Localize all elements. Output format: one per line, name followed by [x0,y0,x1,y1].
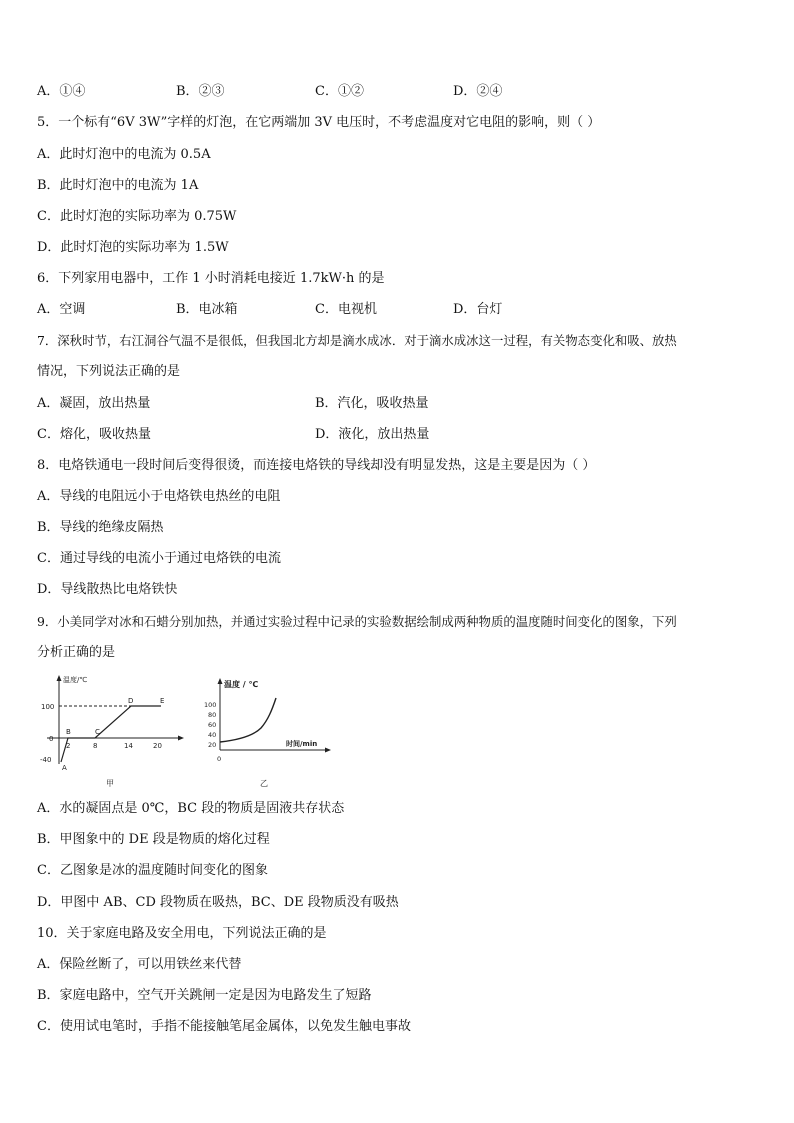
graph-jia-point-e: E [160,697,165,705]
graph-jia-xtick-8: 8 [93,742,98,750]
graph-jia-ytick-neg40: -40 [40,756,52,764]
q7-option-b: B．汽化，吸收热量 [315,396,429,411]
q7-option-d: D．液化，放出热量 [315,427,430,442]
q9-stem-line2: 分析正确的是 [37,645,116,660]
graph-yi-ytick-20: 20 [208,741,217,749]
graph-jia-point-d: D [128,697,134,705]
q8-option-b: B．导线的绝缘皮隔热 [37,520,164,535]
q5-option-a: A．此时灯泡中的电流为 0.5A [37,147,211,162]
q7-option-a: A．凝固，放出热量 [37,396,151,411]
graph-yi-ytick-40: 40 [208,731,217,739]
q10-option-c: C．使用试电笔时，手指不能接触笔尾金属体，以免发生触电事故 [37,1019,411,1034]
q9-option-d: D．甲图中 AB、CD 段物质在吸热，BC、DE 段物质没有吸热 [37,895,399,910]
graph-jia-point-c: C [95,728,100,736]
q6-option-d: D．台灯 [453,302,503,317]
graph-jia-ytick-0: 0 [49,735,54,743]
q8-stem: 8．电烙铁通电一段时间后变得很烫，而连接电烙铁的导线却没有明显发热，这是主要是因为（ ） [37,458,596,473]
graph-yi-origin: 0 [217,755,222,763]
q4-option-c: C．①② [315,84,364,99]
graph-yi-ytick-80: 80 [208,711,217,719]
q6-option-b: B．电冰箱 [176,302,238,317]
q8-option-a: A．导线的电阻远小于电烙铁电热丝的电阻 [37,489,281,504]
q6-option-a: A．空调 [37,302,86,317]
q10-option-a: A．保险丝断了，可以用铁丝来代替 [37,957,242,972]
graph-yi-xlabel: 时间/min [286,740,318,748]
graph-yi-ytick-60: 60 [208,721,217,729]
q8-option-c: C．通过导线的电流小于通过电烙铁的电流 [37,551,281,566]
graph-jia-xtick-2: 2 [66,742,71,750]
q4-option-a: A．①④ [37,84,86,99]
graph-yi-ytick-100: 100 [204,701,217,709]
q9-option-b: B．甲图象中的 DE 段是物质的熔化过程 [37,832,270,847]
graph-yi-ylabel: 温度 / ℃ [224,680,259,689]
q9-option-c: C．乙图象是冰的温度随时间变化的图象 [37,863,268,878]
q9-stem-line1: 9．小美同学对冰和石蜡分别加热，并通过实验过程中记录的实验数据绘制成两种物质的温度随时间变化的图象，下列 [37,614,677,629]
q4-option-d: D．②④ [453,84,503,99]
q10-option-b: B．家庭电路中，空气开关跳闸一定是因为电路发生了短路 [37,988,372,1003]
q5-option-d: D．此时灯泡的实际功率为 1.5W [37,240,229,255]
graph-jia-xtick-14: 14 [124,742,133,750]
q10-stem: 10．关于家庭电路及安全用电，下列说法正确的是 [37,926,327,941]
q4-option-b: B．②③ [176,84,225,99]
q5-option-b: B．此时灯泡中的电流为 1A [37,178,199,193]
graph-jia-caption: 甲 [106,779,114,788]
graph-jia-xtick-20: 20 [153,742,162,750]
q7-option-c: C．熔化，吸收热量 [37,427,151,442]
q5-option-c: C．此时灯泡的实际功率为 0.75W [37,209,237,224]
graph-jia [37,672,187,790]
q6-option-c: C．电视机 [315,302,377,317]
q5-stem: 5．一个标有“6V 3W”字样的灯泡，在它两端加 3V 电压时，不考虑温度对它电阻的影响，则（ ） [37,115,601,130]
q7-stem-line2: 情况，下列说法正确的是 [37,364,181,379]
graph-yi [198,672,332,790]
graph-jia-ytick-100: 100 [41,703,55,711]
q9-option-a: A．水的凝固点是 0℃，BC 段的物质是固液共存状态 [37,801,345,816]
graph-jia-ylabel: 温度/℃ [63,676,88,684]
q8-option-d: D．导线散热比电烙铁快 [37,582,178,597]
q6-stem: 6．下列家用电器中，工作 1 小时消耗电接近 1.7kW·h 的是 [37,271,385,286]
graph-yi-caption: 乙 [260,779,268,788]
graph-jia-point-a: A [62,764,67,772]
graph-jia-point-b: B [66,728,71,736]
q7-stem-line1: 7．深秋时节，右江洞谷气温不是很低，但我国北方却是滴水成冰．对于滴水成冰这一过程，有关物态变化和吸、放热 [37,333,677,348]
